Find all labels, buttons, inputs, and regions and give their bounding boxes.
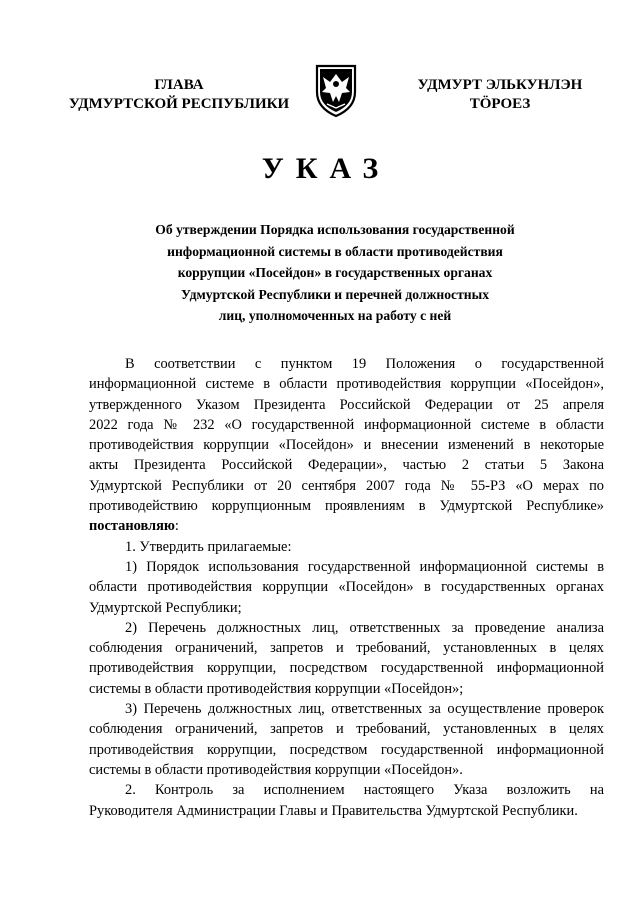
udmurt-coat-of-arms-icon — [311, 62, 361, 118]
body-line: 2022 года № 232 «О государственной информационной системе в области — [89, 416, 604, 433]
item-1-1-line: Удмуртской Республики; — [89, 599, 242, 616]
item-1-2-line: противодействия коррупции, посредством государственной информационной — [89, 660, 604, 677]
item-1-1-line: 1) Порядок использования государственной информационной системы в — [125, 558, 604, 575]
title-line: Удмуртской Республики и перечней должностных — [180, 286, 489, 302]
decree-line — [89, 516, 604, 536]
decree-word: постановляю — [89, 518, 175, 535]
item-1-2-line: системы в области противодействия коррупции «Посейдон»; — [89, 680, 464, 697]
header-right-line1: УДМУРТ ЭЛЬКУНЛЭН — [417, 77, 583, 93]
item-1-3-line: системы в области противодействия коррупции «Посейдон». — [89, 761, 463, 778]
header-left-block — [64, 76, 294, 114]
title-line: лиц, уполномоченных на работу с ней — [218, 308, 452, 323]
title-line: коррупции «Посейдон» в государственных органах — [177, 265, 493, 280]
item-1-3-line: соблюдения ограничений, запретов и требований, установленных в целях — [89, 721, 604, 738]
body-line: информационной системе в области противодействия коррупции «Посейдон», — [89, 376, 604, 393]
body-line: Удмуртской Республики от 20 сентября 2007 года № 55-РЗ «О мерах по — [89, 477, 604, 494]
body-line: противодействия коррупции «Посейдон» и внесении изменений в некоторые — [89, 437, 604, 454]
decree-colon: : — [174, 518, 179, 535]
item-1-2-line: 2) Перечень должностных лиц, ответственных за проведение анализа — [125, 619, 604, 636]
header-left-line1: ГЛАВА — [154, 77, 204, 93]
body-line: В соответствии с пунктом 19 Положения о государственной — [125, 356, 604, 372]
title-line: Об утверждении Порядка использования государственной — [155, 222, 515, 237]
header-right-line2: ТӦРОЕЗ — [469, 96, 531, 112]
document-title — [130, 219, 540, 327]
item-2-line: Руководителя Администрации Главы и Правительства Удмуртской Республики. — [89, 802, 578, 819]
header-right-block — [380, 76, 620, 114]
body-line: акты Президента Российской Федерации», частью 2 статьи 5 Закона — [89, 457, 604, 474]
item-1-1-line: области противодействия коррупции «Посейдон» в государственных органах — [89, 579, 604, 596]
document-body — [89, 354, 604, 821]
item-1-2-line: соблюдения ограничений, запретов и требований, установленных в целях — [89, 640, 604, 657]
header-left-line2: УДМУРТСКОЙ РЕСПУБЛИКИ — [68, 96, 290, 112]
item-2-line: 2. Контроль за исполнением настоящего Указа возложить на — [125, 782, 604, 799]
title-line: информационной системы в области противодействия — [167, 243, 503, 259]
body-line: противодействию коррупционным проявлениям в Удмуртской Республике» — [89, 498, 604, 515]
item-1-3-line: противодействия коррупции, посредством государственной информационной — [89, 741, 604, 758]
item-1: 1. Утвердить прилагаемые: — [125, 538, 292, 555]
body-line: утвержденного Указом Президента Российской Федерации от 25 апреля — [89, 396, 604, 413]
item-1-3-line: 3) Перечень должностных лиц, ответственных за осуществление проверок — [125, 701, 604, 718]
document-type-heading: УКАЗ — [261, 152, 391, 185]
